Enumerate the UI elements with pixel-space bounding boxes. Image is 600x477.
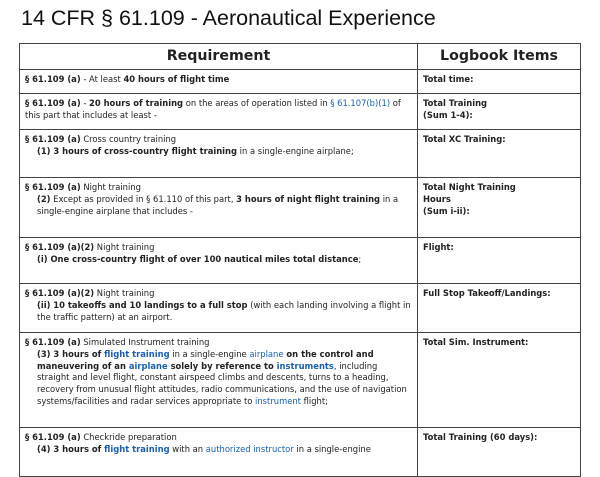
requirement-emphasis: (1) 3 hours of cross-country flight training xyxy=(37,145,238,156)
requirement-text: in a single-engine airplane; xyxy=(237,145,354,156)
requirement-detail xyxy=(25,146,412,158)
requirement-text: in a single-engine xyxy=(169,348,250,359)
requirement-cell xyxy=(20,284,418,333)
table-row xyxy=(20,238,581,284)
requirement-text: flight; xyxy=(300,395,328,406)
link-instruments[interactable]: instruments xyxy=(276,360,334,371)
requirement-text: Night training xyxy=(80,182,141,192)
logbook-cell: Flight: xyxy=(418,238,581,284)
table-row xyxy=(20,428,581,477)
requirement-text: on the areas of operation listed in xyxy=(183,98,331,108)
table-row xyxy=(20,178,581,238)
table-header-row xyxy=(20,44,581,70)
requirement-text: Night training xyxy=(94,242,155,252)
logbook-header: Logbook Items xyxy=(418,44,581,70)
requirement-emphasis: on the control and maneuvering of an xyxy=(37,348,374,371)
requirement-text: Simulated Instrument training xyxy=(80,337,210,347)
requirement-emphasis: (3) 3 hours of xyxy=(37,348,105,359)
section-ref: § 61.109 (a) xyxy=(25,337,81,347)
logbook-cell: Total Training (60 days): xyxy=(418,428,581,477)
requirement-text: with an xyxy=(169,443,206,454)
link-airplane[interactable]: airplane xyxy=(249,348,284,359)
section-ref: § 61.109 (a) xyxy=(25,98,81,108)
requirement-cell xyxy=(20,333,418,428)
requirement-text: - xyxy=(80,98,90,108)
requirement-text: , including straight and level flight, constant airspeed climbs and descents, turns to a heading, recovery from unusual flight attitudes, radio communications, and the use of navigation systems/facilities and radar services appropriate to xyxy=(37,360,407,406)
table-row xyxy=(20,284,581,333)
section-ref: § 61.109 (a)(2) xyxy=(25,288,95,298)
table-row xyxy=(20,94,581,130)
requirement-detail xyxy=(25,254,412,266)
requirement-emphasis: 3 hours of night flight training xyxy=(236,193,381,204)
requirement-text: in a single-engine xyxy=(293,443,371,454)
requirement-header: Requirement xyxy=(20,44,418,70)
requirement-cell xyxy=(20,178,418,238)
section-ref: § 61.109 (a) xyxy=(25,182,81,192)
requirement-emphasis: (4) 3 hours of xyxy=(37,443,105,454)
requirement-emphasis: (2) xyxy=(37,193,51,204)
requirement-text: in a single-engine airplane that includes - xyxy=(37,193,399,216)
requirement-text: (with each landing involving a flight in the traffic pattern) at an airport. xyxy=(37,299,411,322)
requirement-text: Night training xyxy=(94,288,155,298)
section-ref: § 61.109 (a) xyxy=(25,74,81,84)
link-flight-training[interactable]: flight training xyxy=(104,443,170,454)
requirement-text: ; xyxy=(358,253,362,264)
logbook-cell: Total XC Training: xyxy=(418,130,581,178)
requirement-text: of this part that includes at least - xyxy=(25,98,401,120)
aeronautical-experience-table xyxy=(19,43,581,477)
requirement-emphasis: 40 hours of flight time xyxy=(123,74,230,84)
requirement-text: Checkride preparation xyxy=(80,432,177,442)
requirement-detail xyxy=(25,349,412,408)
requirement-cell xyxy=(20,70,418,94)
requirement-cell xyxy=(20,428,418,477)
requirement-cell xyxy=(20,94,418,130)
link-instrument[interactable]: instrument xyxy=(255,395,301,406)
requirement-cell xyxy=(20,130,418,178)
requirement-text: Cross country training xyxy=(80,134,177,144)
requirement-text: Except as provided in § 61.110 of this part, xyxy=(50,193,237,204)
logbook-cell: Full Stop Takeoff/Landings: xyxy=(418,284,581,333)
table-row xyxy=(20,70,581,94)
requirement-emphasis: (ii) 10 takeoffs and 10 landings to a full stop xyxy=(37,299,248,310)
link-authorized-instructor[interactable]: authorized instructor xyxy=(205,443,294,454)
requirement-emphasis: (i) One cross-country flight of over 100 nautical miles total distance xyxy=(37,253,359,264)
requirement-detail xyxy=(25,300,412,324)
requirement-detail xyxy=(25,194,412,218)
requirement-emphasis: solely by reference to xyxy=(167,360,277,371)
logbook-cell: Total time: xyxy=(418,70,581,94)
link-airplane[interactable]: airplane xyxy=(128,360,168,371)
logbook-cell: Total Training (Sum 1-4): xyxy=(418,94,581,130)
section-ref: § 61.109 (a) xyxy=(25,134,81,144)
reg-link-61-107[interactable]: § 61.107(b)(1) xyxy=(330,98,391,108)
section-ref: § 61.109 (a)(2) xyxy=(25,242,95,252)
requirement-emphasis: 20 hours of training xyxy=(89,98,184,108)
logbook-cell: Total Sim. Instrument: xyxy=(418,333,581,428)
logbook-cell: Total Night Training Hours (Sum i-ii): xyxy=(418,178,581,238)
requirement-cell xyxy=(20,238,418,284)
page-title: 14 CFR § 61.109 - Aeronautical Experience xyxy=(21,6,436,30)
section-ref: § 61.109 (a) xyxy=(25,432,81,442)
table-row xyxy=(20,130,581,178)
requirement-text: - At least xyxy=(80,74,124,84)
table-row xyxy=(20,333,581,428)
link-flight-training[interactable]: flight training xyxy=(104,348,170,359)
